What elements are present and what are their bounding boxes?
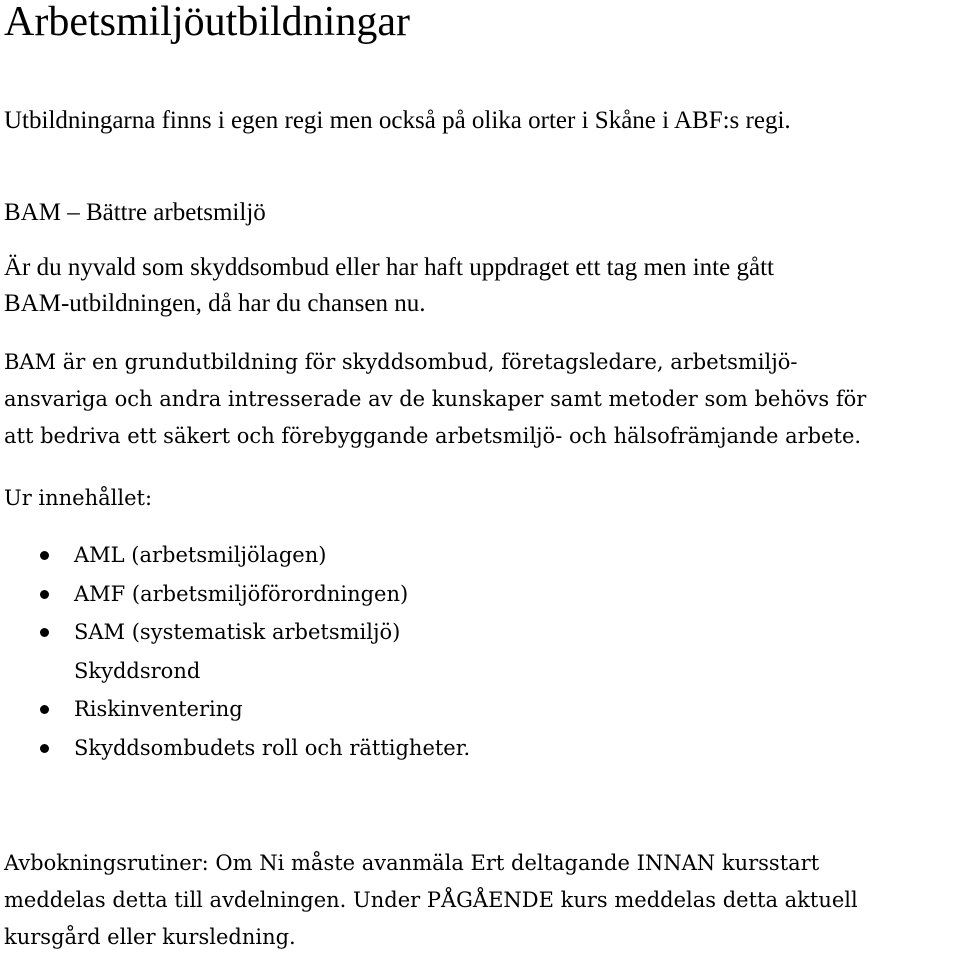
booking-paragraph — [4, 845, 858, 956]
list-item — [4, 729, 470, 768]
question-line: BAM-utbildningen, då har du chansen nu. — [4, 290, 426, 317]
list-item-text: SAM (systematisk arbetsmiljö) — [74, 620, 401, 645]
description-line: ansvariga och andra intresserade av de kunskaper samt metoder som behövs för — [4, 387, 867, 411]
booking-line: kursgård eller kursledning. — [4, 925, 296, 949]
list-item — [4, 652, 470, 691]
question-line: Är du nyvald som skyddsombud eller har haft uppdraget ett tag men inte gått — [4, 254, 774, 281]
question-paragraph — [4, 250, 774, 322]
description-paragraph — [4, 344, 866, 455]
contents-list — [4, 536, 470, 768]
description-line: BAM är en grundutbildning för skyddsombud, företagsledare, arbetsmiljö- — [4, 350, 798, 374]
description-line: att bedriva ett säkert och förebyggande arbetsmiljö- och hälsofrämjande arbete. — [4, 424, 862, 448]
bullet-icon — [40, 628, 49, 637]
list-item-text: Riskinventering — [74, 697, 243, 722]
page-title: Arbetsmiljöutbildningar — [4, 0, 410, 45]
bullet-icon — [40, 590, 49, 599]
booking-line: Avbokningsrutiner: Om Ni måste avanmäla Ert deltagande INNAN kursstart — [4, 851, 820, 875]
list-item-text: AMF (arbetsmiljöförordningen) — [74, 581, 409, 606]
list-item — [4, 575, 470, 614]
list-item — [4, 690, 470, 729]
list-item — [4, 613, 470, 652]
list-item — [4, 536, 470, 575]
bullet-icon — [40, 551, 49, 560]
course-name: BAM – Bättre arbetsmiljö — [4, 199, 266, 226]
list-item-text: Skyddsombudets roll och rättigheter. — [74, 735, 471, 760]
contents-heading: Ur innehållet: — [4, 486, 153, 510]
bullet-icon — [40, 705, 49, 714]
bullet-icon — [40, 744, 49, 753]
list-item-text: Skyddsrond — [74, 658, 201, 683]
booking-line: meddelas detta till avdelningen. Under PÅGÅENDE kurs meddelas detta aktuell — [4, 888, 858, 912]
list-item-text: AML (arbetsmiljölagen) — [74, 543, 327, 567]
intro-paragraph: Utbildningarna finns i egen regi men också på olika orter i Skåne i ABF:s regi. — [4, 107, 791, 134]
